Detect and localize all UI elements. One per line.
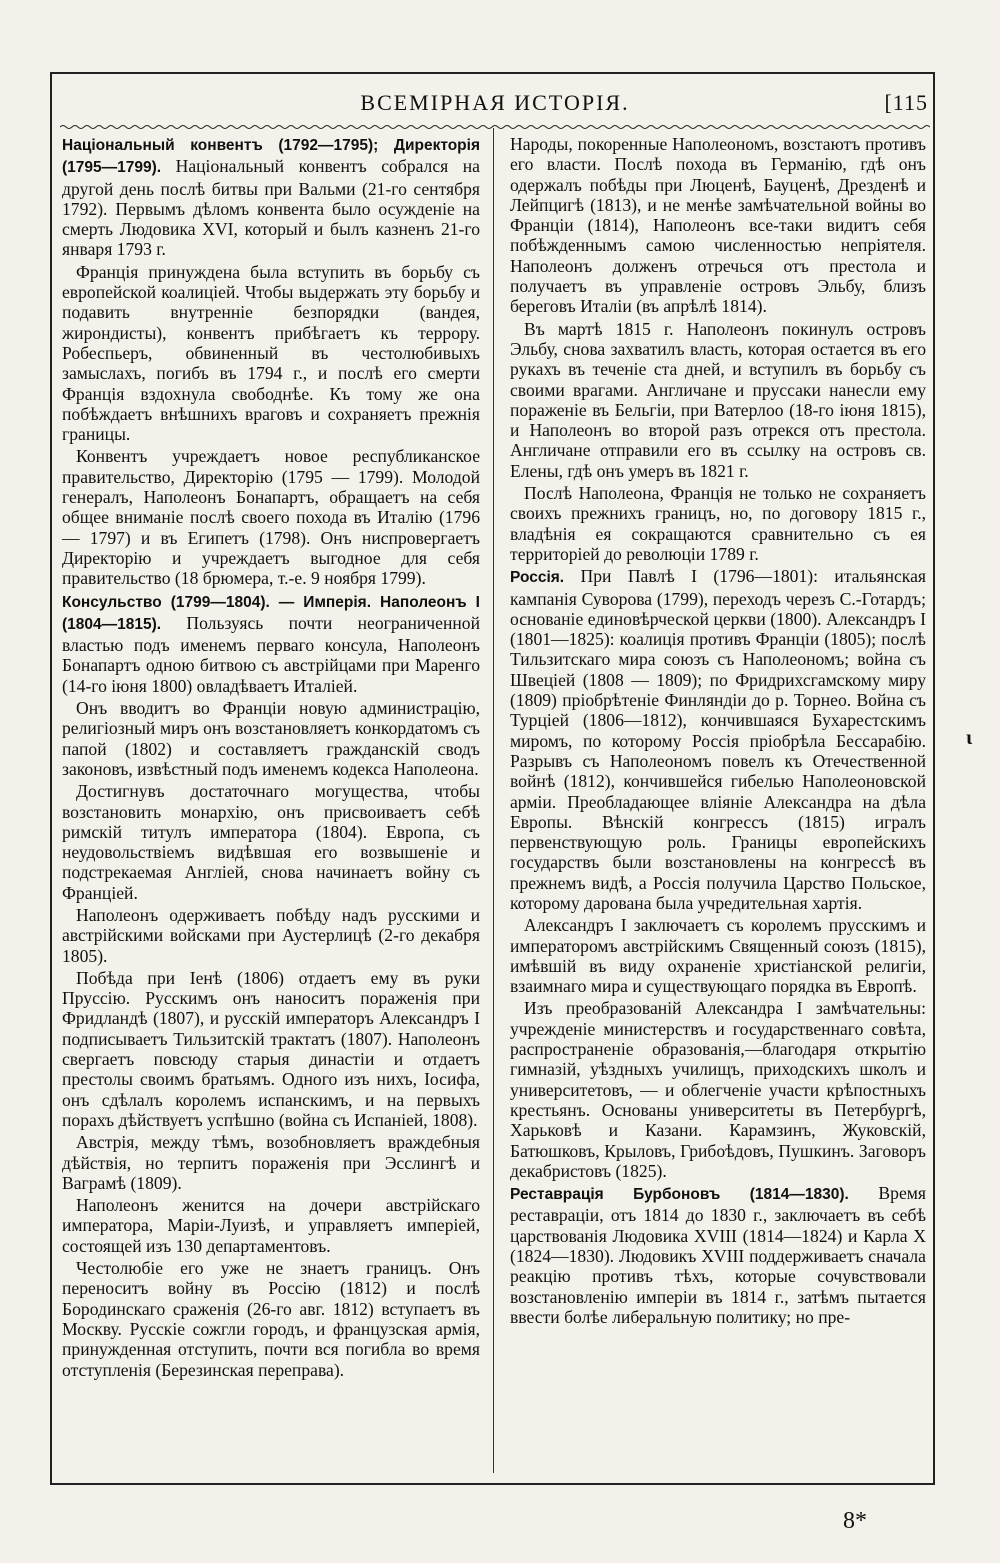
running-header <box>62 90 928 124</box>
paragraph-text: Изъ преобразованій Александра I замѣчательны: учрежденіе министерствъ и государственнаго совѣта, распространеніе образованія,—благодаря открытію гимназій, уѣздныхъ училищъ, приходскихъ школъ и университетовъ, — и облегченіе участи крѣпостныхъ крестьянъ. Основаны университеты въ Петербургѣ, Харьковѣ и Казани. Карамзинъ, Жуковскій, Батюшковъ, Крыловъ, Грибоѣдовъ, Пушкинъ. Заговоръ декабристовъ (1825). <box>510 998 926 1181</box>
paragraph-text: Національный конвентъ собрался на другой день послѣ битвы при Вальми (21-го сентября 1792). Первымъ дѣломъ конвента было осужденіе на смерть Людовика XVI, который и былъ казненъ 21-го января 1793 г. <box>62 156 480 260</box>
paragraph-text: Онъ вводитъ во Франціи новую администрацію, религіозный миръ онъ возстановляетъ конкордатомъ съ папой (1802) и составляетъ гражданскій сводъ законовъ, извѣстный подъ именемъ кодекса Наполеона. <box>62 698 480 779</box>
paragraph <box>62 262 480 445</box>
margin-mark: ɩ <box>966 727 973 749</box>
paragraph <box>510 566 926 913</box>
section-heading: Національный конвентъ (1792—1795); Директорія (1795—1799). <box>62 137 480 177</box>
paragraph-text: При Павлѣ I (1796—1801): итальянская кампанія Суворова (1799), переходъ черезъ С.-Готардъ; основаніе единовѣрческой церкви (1800). Александръ I (1801—1825): коалиція противъ Франціи (1805); послѣ Тильзитскаго мира союзъ съ Наполеономъ; война съ Швеціей (1808 — 1809); по Фридрихсгамскому миру (1809) пріобрѣтеніе Финляндіи до р. Торнео. Война съ Турціей (1806—1812), кончившаяся Бухарестскимъ миромъ, по которому Россія пріобрѣла Бессарабію. Разрывъ съ Наполеономъ повелъ къ Отечественной войнѣ (1812), кончившейся гибелью Наполеоновской арміи. Преобладающее вліяніе Александра на дѣла Европы. Вѣнскій конгрессъ (1815) игралъ первенствующую роль. Границы европейскихъ государствъ были возстановлены на конгрессѣ въ прежнемъ видѣ, а Россія получила Царство Польское, которому дарована была учредительная хартія. <box>510 566 926 913</box>
paragraph-text: Австрія, между тѣмъ, возобновляетъ враждебныя дѣйствія, но терпитъ пораженія при Эсслингѣ и Ваграмѣ (1809). <box>62 1132 480 1193</box>
section-heading: Россія. <box>510 569 565 587</box>
paragraph-text: Народы, покоренные Наполеономъ, возстаютъ противъ его власти. Послѣ похода въ Германію, гдѣ онъ одержалъ побѣды при Люценѣ, Бауценѣ, Дрезденѣ и Лейпцигѣ (1813), и не менѣе замѣчательной войны во Франціи (1814), Наполеонъ все-таки видитъ себя побѣжденнымъ самою численностью непріятеля. Наполеонъ долженъ отречься отъ престола и получаетъ въ управленіе островъ Эльбу, близъ береговъ Италіи (въ апрѣлѣ 1814). <box>510 134 926 317</box>
paragraph-text: Наполеонъ одерживаетъ побѣду надъ русскими и австрійскими войсками при Аустерлицѣ (2-го декабря 1805). <box>62 904 480 966</box>
paragraph-text: Александръ I заключаетъ съ королемъ прусскимъ и императоромъ австрійскимъ Священный союзъ (1815), имѣвшій въ виду охраненіе христіанской религіи, взаимнаго мира и существующаго порядка въ Европѣ. <box>510 915 926 997</box>
page-title: ВСЕМІРНАЯ ИСТОРІЯ. <box>360 90 630 115</box>
column-divider <box>493 128 495 1473</box>
wavy-rule <box>60 123 930 131</box>
paragraph <box>510 915 926 996</box>
paragraph-text: Конвентъ учреждаетъ новое республиканское правительство, Директорію (1795 — 1799). Молодой генералъ, Наполеонъ Бонапартъ, обращаетъ на себя общее вниманіе послѣ своего похода въ Италію (1796 — 1797) и въ Египетъ (1798). Онъ ниспровергаетъ Директорію и учреждаетъ выгодное для себя правительство (18 брюмера, т.-е. 9 ноября 1799). <box>62 446 480 589</box>
paragraph <box>62 905 480 966</box>
paragraph <box>62 1132 480 1193</box>
paragraph <box>510 134 926 317</box>
paragraph-text: Достигнувъ достаточнаго могущества, чтобы возстановить монархію, онъ присвоиваетъ себѣ римскій титулъ императора (1804). Европа, съ неудовольствіемъ видѣвшая его возвышеніе и подстрекаемая Англіей, снова начинаетъ войну съ Франціей. <box>62 781 480 903</box>
signature-mark: 8* <box>843 1508 867 1534</box>
paragraph <box>62 968 480 1130</box>
paragraph-text: Честолюбіе его уже не знаетъ границъ. Онъ переноситъ войну въ Россію (1812) и послѣ Бородинскаго сраженія (26-го авг. 1812) вступаетъ въ Москву. Русскіе сожгли городъ, и французская армія, принужденная отступить, почти вся погибла во время отступленія (Березинская переправа). <box>62 1258 480 1380</box>
page-number: [115 <box>884 90 928 115</box>
paragraph <box>62 591 480 696</box>
left-column <box>62 134 480 1382</box>
paragraph <box>62 698 480 779</box>
paragraph-text: Въ мартѣ 1815 г. Наполеонъ покинулъ островъ Эльбу, снова захватилъ власть, которая остается въ его рукахъ въ теченіе ста дней, и вступилъ въ борьбу съ своими врагами. Англичане и пруссаки нанесли ему пораженіе въ Бельгіи, при Ватерлоо (18-го іюня 1815), и Наполеонъ во второй разъ отрекся отъ престола. Англичане отправили его въ ссылку на островъ св. Елены, гдѣ онъ умеръ въ 1821 г. <box>510 318 926 481</box>
section-heading: Реставрація Бурбоновъ (1814—1830). <box>510 1186 849 1204</box>
paragraph <box>510 1183 926 1327</box>
paragraph <box>510 483 926 564</box>
paragraph <box>62 1195 480 1256</box>
paragraph <box>510 319 926 481</box>
paragraph <box>62 446 480 588</box>
paragraph-text: Послѣ Наполеона, Франція не только не сохраняетъ своихъ прежнихъ границъ, но, по договору 1815 г., владѣнія ея сокращаются сравнительно съ ея территоріей до революціи 1789 г. <box>510 483 926 564</box>
paragraph-text: Время реставраціи, отъ 1814 до 1830 г., заключаетъ въ себѣ царствованія Людовика XVIII (1814—1824) и Карла X (1824—1830). Людовикъ XVIII поддерживаетъ сначала реакцію противъ тѣхъ, которые сочувствовали возстановленію имперіи въ 1814 г., затѣмъ пытается ввести болѣе либеральную политику; но пре- <box>510 1183 926 1327</box>
paragraph-text: Пользуясь почти неограниченной властью подъ именемъ перваго консула, Наполеонъ Бонапартъ одною битвою съ австрійцами при Маренго (14-го іюня 1800) овладѣваетъ Италіей. <box>62 612 480 696</box>
paragraph <box>62 134 480 260</box>
paragraph-text: Франція принуждена была вступить въ борьбу съ европейской коалиціей. Чтобы выдержать эту борьбу и подавить внутренніе безпорядки (вандея, жирондисты), конвентъ прибѣгаетъ къ террору. Робеспьеръ, обвиненный въ честолюбивыхъ замыслахъ, погибъ въ 1794 г., и послѣ его смерти Франція вздохнула свободнѣе. Къ тому же она побѣждаетъ внѣшнихъ враговъ и сохраняетъ прежнія границы. <box>62 261 480 445</box>
paragraph <box>62 1258 480 1380</box>
paragraph <box>62 781 480 903</box>
paragraph-text: Побѣда при Іенѣ (1806) отдаетъ ему въ руки Пруссію. Русскимъ онъ наноситъ пораженія при Фридландѣ (1807), и русскій императоръ Александръ I подписываетъ Тильзитскій трактатъ (1807). Наполеонъ свергаетъ повсюду старыя династіи и отдаетъ престолы своимъ братьямъ. Одного изъ нихъ, Іосифа, онъ сдѣлалъ королемъ испанскимъ, и на первыхъ порахъ дѣйствуетъ успѣшно (война съ Испаніей, 1808). <box>62 967 480 1130</box>
right-column <box>510 134 926 1329</box>
section-heading: Консульство (1799—1804). — Имперія. Наполеонъ I (1804—1815). <box>62 593 480 633</box>
paragraph <box>510 998 926 1181</box>
paragraph-text: Наполеонъ женится на дочери австрійскаго императора, Маріи-Луизѣ, и управляетъ имперіей, состоящей изъ 130 департаментовъ. <box>62 1195 480 1256</box>
